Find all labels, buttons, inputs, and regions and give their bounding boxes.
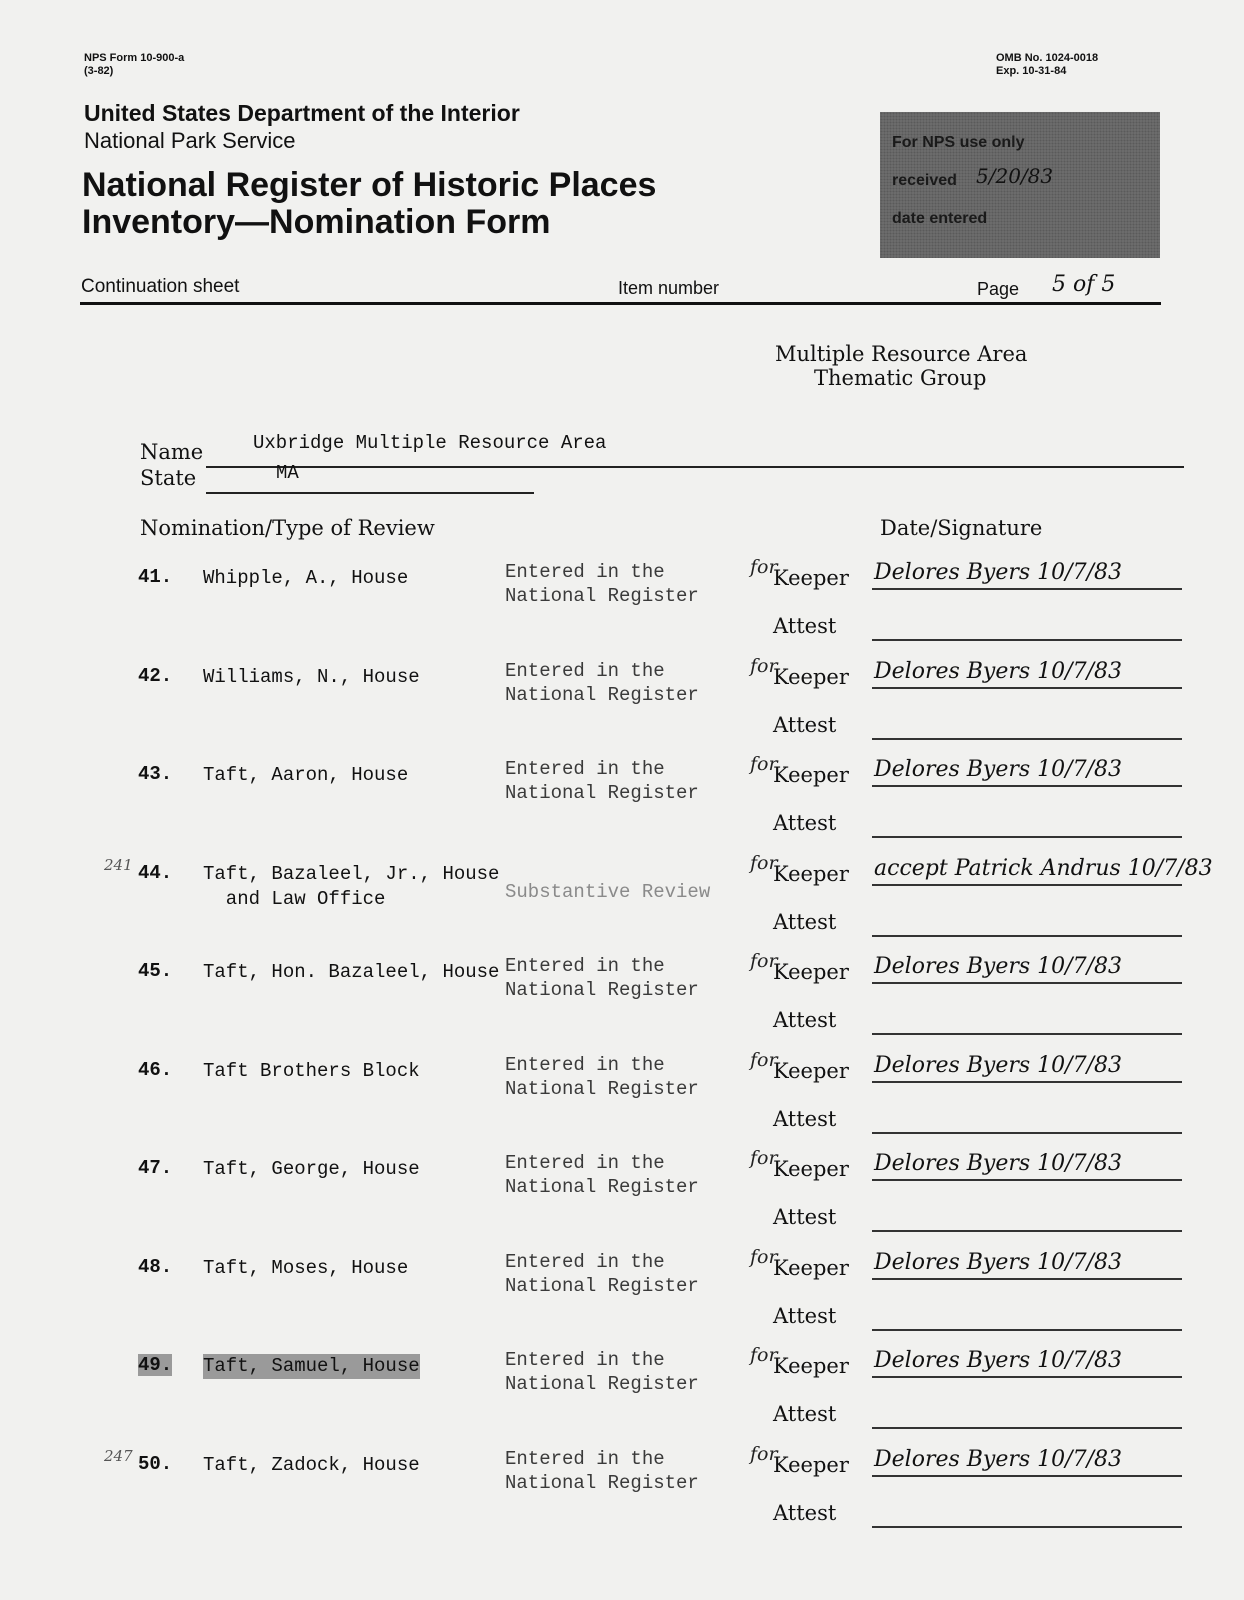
name-underline [206, 466, 1184, 468]
property-name: Taft, Bazaleel, Jr., House and Law Office [203, 862, 500, 910]
review-status: Entered in the National Register [505, 1349, 699, 1395]
received-date: 5/20/83 [976, 164, 1054, 188]
margin-note: 241 [104, 855, 133, 874]
attest-signature-line [872, 1033, 1182, 1035]
keeper-signature-line [872, 1179, 1182, 1181]
attest-signature-line [872, 935, 1182, 937]
nps-use-only-box [880, 112, 1160, 258]
keeper-label: Keeper [773, 664, 849, 689]
property-name: Whipple, A., House [203, 567, 409, 589]
group-line1: Multiple Resource Area [775, 342, 1028, 366]
review-status: Entered in the National Register [505, 1053, 699, 1100]
date-entered-label: date entered [892, 210, 988, 227]
attest-signature-line [872, 1329, 1182, 1331]
keeper-label: Keeper [773, 1157, 849, 1181]
keeper-signature-line [872, 982, 1182, 984]
property-name: Taft, Aaron, House [203, 764, 409, 786]
nomination-entry [0, 1147, 1244, 1255]
attest-label: Attest [773, 1205, 837, 1229]
for-annotation: for [750, 1245, 778, 1268]
nomination-entry [0, 556, 1244, 664]
date-signature-column-header: Date/Signature [880, 516, 1043, 540]
form-number: NPS Form 10-900-a [84, 52, 185, 64]
nomination-entry [0, 1245, 1244, 1354]
review-status: Entered in the National Register [505, 1250, 699, 1297]
for-annotation: for [750, 1048, 778, 1071]
header-rule [80, 302, 1161, 305]
entry-number: 46. [138, 1058, 173, 1081]
review-status: Entered in the National Register [505, 955, 699, 1001]
entry-number: 41. [138, 566, 173, 588]
department-heading: United States Department of the Interior [84, 100, 520, 126]
attest-label: Attest [773, 1106, 837, 1131]
review-status: Entered in the National Register [505, 1152, 699, 1198]
entry-number: 44. [138, 861, 173, 884]
name-label: Name [140, 440, 204, 464]
for-annotation: for [750, 1147, 778, 1169]
for-annotation: for [750, 654, 778, 677]
nomination-entry [0, 1442, 1244, 1551]
keeper-signature: Delores Byers 10/7/83 [874, 1249, 1122, 1275]
attest-signature-line [872, 738, 1182, 740]
keeper-signature-line [872, 884, 1182, 886]
keeper-signature-line [872, 1278, 1182, 1280]
property-name: Taft, Hon. Bazaleel, House [203, 961, 500, 983]
received-label: received [892, 172, 957, 189]
keeper-signature-line [872, 1081, 1182, 1083]
state-label: State [140, 466, 197, 490]
attest-label: Attest [773, 1402, 837, 1426]
property-name: Taft, Zadock, House [203, 1453, 420, 1476]
keeper-signature: Delores Byers 10/7/83 [874, 757, 1122, 782]
continuation-sheet-label: Continuation sheet [81, 276, 240, 297]
nomination-entry [0, 1344, 1244, 1452]
keeper-signature-line [872, 1376, 1182, 1378]
form-number-block [84, 52, 184, 78]
keeper-signature-line [872, 1475, 1182, 1477]
page-value: 5 of 5 [1052, 272, 1116, 297]
for-annotation: for [750, 950, 778, 972]
entry-number: 45. [138, 960, 173, 982]
attest-label: Attest [773, 614, 837, 638]
property-name: Taft Brothers Block [203, 1059, 420, 1082]
attest-signature-line [872, 836, 1182, 838]
keeper-signature: Delores Byers 10/7/83 [874, 1348, 1122, 1373]
omb-block [996, 52, 1098, 78]
property-name: Taft, Moses, House [203, 1256, 409, 1279]
margin-note: 247 [104, 1446, 133, 1465]
keeper-signature: Delores Byers 10/7/83 [874, 954, 1122, 979]
form-title-line1: National Register of Historic Places [82, 166, 657, 204]
keeper-label: Keeper [773, 1255, 849, 1280]
for-annotation: for [750, 1442, 778, 1465]
entry-number: 50. [138, 1452, 173, 1475]
keeper-label: Keeper [773, 763, 849, 787]
nomination-entry [0, 851, 1244, 960]
review-status: Substantive Review [505, 880, 711, 903]
keeper-label: Keeper [773, 960, 849, 984]
keeper-label: Keeper [773, 1354, 849, 1378]
keeper-label: Keeper [773, 566, 849, 590]
service-heading: National Park Service [84, 128, 296, 153]
keeper-signature: Delores Byers 10/7/83 [874, 658, 1122, 684]
for-annotation: for [750, 753, 778, 775]
keeper-signature: Delores Byers 10/7/83 [874, 1151, 1122, 1176]
entry-number: 43. [138, 763, 173, 785]
for-annotation: for [750, 851, 778, 874]
keeper-signature-line [872, 588, 1182, 590]
attest-label: Attest [773, 811, 837, 835]
keeper-label: Keeper [773, 1058, 849, 1083]
nomination-entry [0, 1048, 1244, 1157]
attest-label: Attest [773, 1008, 837, 1032]
state-value: MA [276, 462, 299, 484]
entry-number: 48. [138, 1255, 173, 1278]
entry-number: 49. [138, 1354, 173, 1376]
entry-number: 42. [138, 664, 173, 687]
keeper-signature-line [872, 687, 1182, 689]
attest-label: Attest [773, 1500, 837, 1525]
review-status: Entered in the National Register [505, 561, 699, 607]
nomination-entry [0, 753, 1244, 861]
property-name: Taft, Samuel, House [203, 1355, 420, 1377]
nomination-column-header: Nomination/Type of Review [140, 516, 435, 540]
nomination-entry [0, 654, 1244, 763]
attest-signature-line [872, 1230, 1182, 1232]
expiration-date: Exp. 10-31-84 [996, 65, 1067, 77]
attest-signature-line [872, 1526, 1182, 1528]
form-title-line2: Inventory—Nomination Form [82, 203, 551, 241]
nomination-entry [0, 950, 1244, 1058]
attest-label: Attest [773, 712, 837, 737]
form-date: (3-82) [84, 65, 114, 77]
item-number-label: Item number [618, 278, 720, 298]
group-line2: Thematic Group [814, 366, 987, 390]
review-status: Entered in the National Register [505, 758, 699, 804]
keeper-signature: Delores Byers 10/7/83 [874, 560, 1122, 585]
attest-signature-line [872, 1427, 1182, 1429]
property-name: Williams, N., House [203, 665, 420, 688]
keeper-label: Keeper [773, 861, 849, 886]
attest-signature-line [872, 639, 1182, 641]
page-label: Page [977, 279, 1020, 299]
for-annotation: for [750, 556, 778, 578]
for-annotation: for [750, 1344, 778, 1366]
attest-label: Attest [773, 1303, 837, 1328]
nps-use-only-label: For NPS use only [892, 134, 1025, 151]
attest-label: Attest [773, 909, 837, 934]
property-name: Taft, George, House [203, 1158, 420, 1180]
entry-number: 47. [138, 1157, 173, 1179]
keeper-label: Keeper [773, 1452, 849, 1477]
omb-number: OMB No. 1024-0018 [996, 52, 1099, 64]
attest-signature-line [872, 1132, 1182, 1134]
keeper-signature-line [872, 785, 1182, 787]
keeper-signature: Delores Byers 10/7/83 [874, 1446, 1122, 1472]
keeper-signature: accept Patrick Andrus 10/7/83 [874, 855, 1213, 881]
review-status: Entered in the National Register [505, 1447, 699, 1494]
name-value: Uxbridge Multiple Resource Area [253, 432, 607, 454]
keeper-signature: Delores Byers 10/7/83 [874, 1052, 1122, 1078]
state-underline [206, 492, 534, 494]
review-status: Entered in the National Register [505, 659, 699, 706]
